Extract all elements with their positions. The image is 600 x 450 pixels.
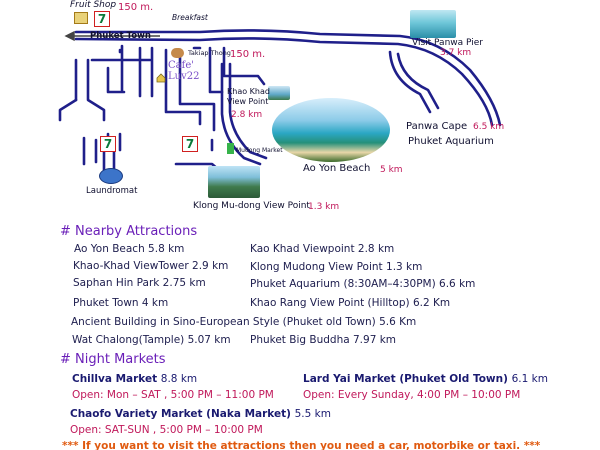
- chillva-market-title: Chillva Market: [72, 373, 158, 385]
- attraction-item: Ao Yon Beach 5.8 km: [74, 243, 185, 255]
- panwa-pier-photo: [410, 10, 456, 38]
- khao-khad-label: Khao Khad View Point: [227, 87, 270, 106]
- phuket-town-label: Phuket Town: [90, 31, 151, 41]
- attraction-item: Wat Chalong(Tample) 5.07 km: [72, 334, 231, 346]
- laundromat-icon: [99, 168, 123, 184]
- ao-yon-beach-label: Ao Yon Beach: [303, 163, 371, 174]
- footer-note: *** If you want to visit the attractions then you need a car, motorbike or taxi. ***: [62, 440, 541, 450]
- klong-mudong-label: Klong Mu-dong View Point: [193, 201, 310, 211]
- klong-mudong-photo: [208, 166, 260, 198]
- attraction-item: Khao-Khad ViewTower 2.9 km: [73, 260, 229, 272]
- attraction-item: Klong Mudong View Point 1.3 km: [250, 261, 423, 273]
- lard-yai-market-name: [303, 373, 548, 385]
- fruit-shop-label: Fruit Shop: [70, 0, 117, 10]
- attraction-item: Phuket Big Buddha 7.97 km: [250, 334, 397, 346]
- lard-yai-market-hours: Open: Every Sunday, 4:00 PM – 10:00 PM: [303, 389, 521, 401]
- area-map: [0, 0, 600, 222]
- ao-yon-beach-photo: [272, 98, 390, 162]
- mudong-market-icon: [227, 143, 234, 154]
- attraction-item: Kao Khad Viewpoint 2.8 km: [250, 243, 395, 255]
- cafe-luv22-logo: Cafe' Luv22: [168, 60, 200, 82]
- fruit-shop-icon: [74, 12, 88, 24]
- chaofo-market-name: [70, 408, 331, 420]
- laundromat-label: Laundromat: [86, 186, 138, 196]
- chaofo-market-title: Chaofo Variety Market (Naka Market): [70, 408, 291, 420]
- panwa-cape-label: Panwa Cape: [406, 121, 468, 132]
- chaofo-market-distance: 5.5 km: [294, 408, 331, 420]
- lard-yai-market-distance: 6.1 km: [511, 373, 548, 385]
- seven-eleven-icon: 7: [100, 136, 116, 152]
- chillva-market-hours: Open: Mon – SAT , 5:00 PM – 11:00 PM: [72, 389, 274, 401]
- takiap-thong-distance: 150 m.: [230, 49, 266, 60]
- klong-mudong-distance: 1.3 km: [308, 202, 340, 212]
- house-icon: [156, 68, 166, 78]
- fruit-shop-distance: 150 m.: [118, 2, 154, 13]
- seven-eleven-icon: 7: [94, 11, 110, 27]
- attraction-item: Khao Rang View Point (Hilltop) 6.2 Km: [250, 297, 451, 309]
- attraction-item: Saphan Hin Park 2.75 km: [73, 277, 206, 289]
- chaofo-market-hours: Open: SAT-SUN , 5:00 PM – 10:00 PM: [70, 424, 263, 436]
- lard-yai-market-title: Lard Yai Market (Phuket Old Town): [303, 373, 508, 385]
- panwa-pier-label: Visit Panwa Pier: [412, 38, 483, 48]
- panwa-cape-distance: 6.5 km: [473, 122, 505, 132]
- seven-eleven-icon: 7: [182, 136, 198, 152]
- chillva-market-name: [72, 373, 197, 385]
- chillva-market-distance: 8.8 km: [160, 373, 198, 385]
- khao-khad-distance: 2.8 km: [231, 110, 263, 120]
- night-markets-heading: # Night Markets: [60, 352, 166, 367]
- mudong-market-label: Mudong Market: [236, 147, 283, 154]
- attractions-heading: # Nearby Attractions: [60, 224, 198, 239]
- breakfast-label: Breakfast: [172, 13, 208, 22]
- attraction-item: Ancient Building in Sino-European Style (Phuket old Town) 5.6 Km: [71, 316, 417, 328]
- takiap-thong-icon: [171, 48, 184, 58]
- phuket-aquarium-label: Phuket Aquarium: [408, 136, 494, 147]
- attraction-item: Phuket Aquarium (8:30AM–4:30PM) 6.6 km: [250, 278, 476, 290]
- attraction-item: Phuket Town 4 km: [73, 297, 169, 309]
- panwa-pier-distance: 3.7 km: [440, 48, 472, 58]
- ao-yon-beach-distance: 5 km: [380, 165, 403, 175]
- takiap-thong-label: Takiap Thong: [188, 49, 231, 57]
